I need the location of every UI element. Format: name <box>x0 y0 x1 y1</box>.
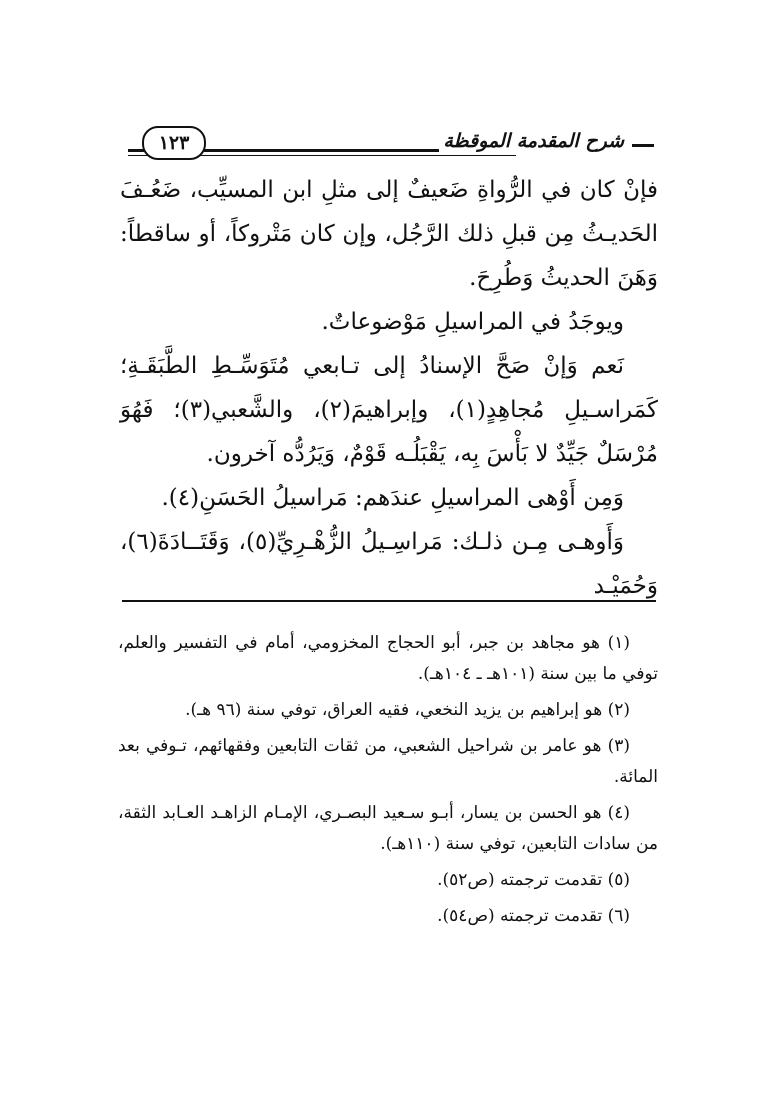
paragraph: نَعم وَإنْ صَحَّ الإسنادُ إلى تـابعي مُتَوَسِّـطِ الطَّبَقَـةِ؛ كَمَراسـيلِ مُجاهِدٍ(١)، وإبراهيمَ(٢)، والشَّعبي(٣)؛ فَهُوَ مُرْسَلٌ جَيِّدٌ لا بَأْسَ بِه، يَقْبَلُـه قَوْمٌ، وَيَرُدُّه آخرون. <box>120 353 658 467</box>
footnote: (١) هو مجاهد بن جبر، أبو الحجاج المخزومي، أمام في التفسير والعلم، توفي ما بين سنة (١٠١هـ ـ ١٠٤هـ). <box>118 633 658 684</box>
paragraph: فإنْ كان في الرُّواةِ ضَعيفٌ إلى مثلِ ابن المسيِّب، ضَعُـفَ الحَديـثُ مِن قبلِ ذلك الرَّجُل، وإن كان مَتْروكاً، أو ساقطاً: وَهَنَ الحديثُ وَطُرِحَ. <box>120 177 658 291</box>
footnotes <box>118 628 658 937</box>
page-header <box>118 122 658 166</box>
page-number: ١٢٣ <box>142 126 206 160</box>
header-dash <box>632 144 654 147</box>
main-text <box>120 168 658 608</box>
running-title: شرح المقدمة الموقظة <box>439 130 628 152</box>
footnote: (٣) هو عامر بن شراحيل الشعبي، من ثقات التابعين وفقهائهم، تـوفي بعد المائة. <box>118 736 658 787</box>
footnote-separator <box>122 600 656 602</box>
footnote: (٢) هو إبراهيم بن يزيد النخعي، فقيه العراق، توفي سنة (٩٦ هـ). <box>185 700 630 720</box>
paragraph: وَمِن أَوْهى المراسيلِ عندَهم: مَراسيلُ الحَسَنِ(٤). <box>161 485 624 511</box>
paragraph: وَأَوهـى مِـن ذلـك: مَراسِـيلُ الزُّهْـرِيِّ(٥)، وَقَتَــادَةَ(٦)، وَحُمَيْـد <box>120 529 658 599</box>
paragraph: ويوجَدُ في المراسيلِ مَوْضوعاتٌ. <box>321 309 624 335</box>
footnote: (٦) تقدمت ترجمته (ص٥٤). <box>437 906 630 926</box>
footnote: (٤) هو الحسن بن يسار، أبـو سـعيد البصـري، الإمـام الزاهـد العـابد الثقة، من سادات التابعين، توفي سنة (١١٠هـ). <box>118 803 658 854</box>
footnote: (٥) تقدمت ترجمته (ص٥٢). <box>437 870 630 890</box>
